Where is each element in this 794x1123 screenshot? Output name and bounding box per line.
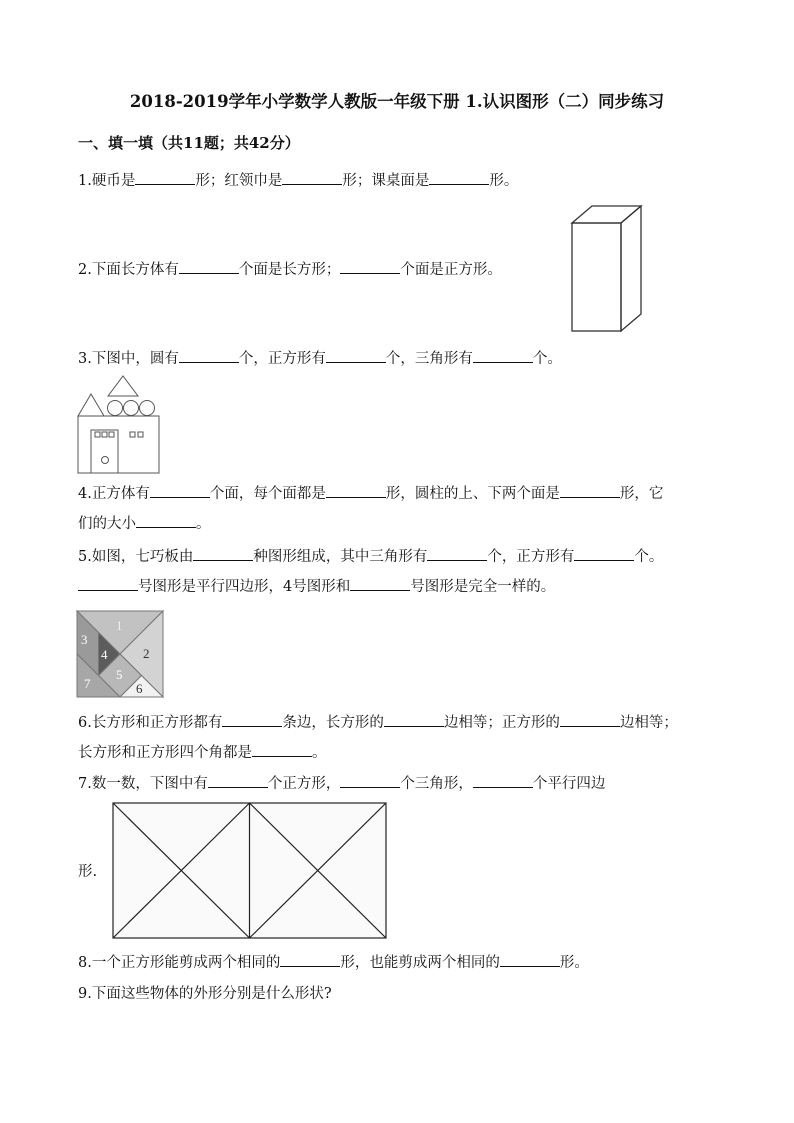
tangram-label: 2 bbox=[143, 646, 150, 661]
answer-blank[interactable] bbox=[560, 712, 620, 727]
tangram-label: 6 bbox=[136, 681, 143, 696]
tangram-label: 3 bbox=[81, 632, 88, 647]
question-text: 个面是长方形； bbox=[238, 262, 341, 278]
question-5-continued bbox=[78, 576, 555, 597]
answer-blank[interactable] bbox=[78, 576, 138, 591]
answer-blank[interactable] bbox=[208, 773, 268, 788]
answer-blank[interactable] bbox=[326, 348, 386, 363]
answer-blank[interactable] bbox=[340, 773, 400, 788]
question-number: 2. bbox=[78, 262, 92, 278]
question-text: 正方体有 bbox=[91, 486, 150, 502]
answer-blank[interactable] bbox=[340, 259, 400, 274]
answer-blank[interactable] bbox=[384, 712, 444, 727]
question-9 bbox=[78, 984, 332, 1004]
question-6 bbox=[78, 712, 678, 733]
tangram-label: 5 bbox=[116, 667, 123, 682]
question-text: 个。 bbox=[634, 549, 664, 565]
question-text: 一个正方形能剪成两个相同的 bbox=[91, 955, 281, 971]
answer-blank[interactable] bbox=[326, 483, 386, 498]
question-text: 下图中，圆有 bbox=[91, 351, 179, 367]
question-text: 硬币是 bbox=[91, 173, 136, 189]
question-text: 个平行四边 bbox=[532, 776, 606, 792]
question-number: 8. bbox=[78, 955, 92, 971]
question-4 bbox=[78, 483, 663, 504]
tangram-label: 1 bbox=[116, 618, 123, 633]
question-text: 条边，长方形的 bbox=[282, 715, 384, 731]
question-text: 形。 bbox=[489, 173, 519, 189]
section-heading: 一、填一填（共11题；共42分） bbox=[78, 134, 300, 152]
question-text: 长方形和正方形四个角都是 bbox=[78, 745, 252, 761]
page-title: 2018-2019学年小学数学人教版一年级下册 1.认识图形（二）同步练习 bbox=[129, 92, 665, 111]
question-text: 个三角形， bbox=[400, 776, 473, 792]
question-4-continued bbox=[78, 513, 211, 534]
answer-blank[interactable] bbox=[252, 742, 312, 757]
question-text: 号图形是完全一样的。 bbox=[410, 579, 556, 595]
question-2 bbox=[78, 259, 502, 280]
answer-blank[interactable] bbox=[429, 170, 489, 185]
question-text: 形；红领巾是 bbox=[195, 173, 283, 189]
question-3 bbox=[78, 348, 562, 369]
question-text: 形，它 bbox=[619, 486, 664, 502]
question-text: 如图，七巧板由 bbox=[91, 549, 194, 565]
answer-blank[interactable] bbox=[222, 712, 282, 727]
question-text: 个面是正方形。 bbox=[400, 262, 502, 278]
answer-blank[interactable] bbox=[574, 546, 634, 561]
question-text: 个，三角形有 bbox=[385, 351, 473, 367]
question-number: 1. bbox=[78, 173, 92, 189]
question-text: 。 bbox=[196, 516, 211, 532]
answer-blank[interactable] bbox=[150, 483, 210, 498]
answer-blank[interactable] bbox=[179, 348, 239, 363]
question-text: 们的大小 bbox=[78, 516, 136, 532]
tangram-label: 4 bbox=[101, 647, 108, 662]
tangram-figure bbox=[76, 610, 164, 698]
answer-blank[interactable] bbox=[282, 170, 342, 185]
question-text: 种图形组成，其中三角形有 bbox=[253, 549, 428, 565]
cuboid-figure bbox=[560, 205, 650, 335]
question-text: 下面长方体有 bbox=[91, 262, 179, 278]
answer-blank[interactable] bbox=[280, 952, 340, 967]
question-7-tail: 形. bbox=[78, 864, 98, 880]
question-5 bbox=[78, 546, 663, 567]
question-text: 数一数，下图中有 bbox=[91, 776, 208, 792]
answer-blank[interactable] bbox=[560, 483, 620, 498]
question-number: 5. bbox=[78, 549, 92, 565]
answer-blank[interactable] bbox=[500, 952, 560, 967]
answer-blank[interactable] bbox=[350, 576, 410, 591]
question-text: 个。 bbox=[532, 351, 562, 367]
answer-blank[interactable] bbox=[193, 546, 253, 561]
rectangles-figure bbox=[112, 802, 388, 940]
question-text: 形，圆柱的上、下两个面是 bbox=[385, 486, 560, 502]
question-text: 下面这些物体的外形分别是什么形状? bbox=[91, 986, 332, 1002]
question-text: 形。 bbox=[559, 955, 589, 971]
question-text: 个，正方形有 bbox=[487, 549, 575, 565]
question-text: 个面，每个面都是 bbox=[209, 486, 326, 502]
question-text: 个正方形， bbox=[267, 776, 341, 792]
answer-blank[interactable] bbox=[136, 513, 196, 528]
question-text: 长方形和正方形都有 bbox=[91, 715, 223, 731]
question-text: 号图形是平行四边形，4号图形和 bbox=[138, 579, 351, 595]
question-number: 4. bbox=[78, 486, 92, 502]
question-text: 边相等； bbox=[619, 715, 678, 731]
question-text: 形，也能剪成两个相同的 bbox=[340, 955, 500, 971]
question-7 bbox=[78, 773, 605, 794]
question-number: 7. bbox=[78, 776, 92, 792]
house-figure bbox=[76, 374, 166, 476]
question-text: 。 bbox=[312, 745, 327, 761]
answer-blank[interactable] bbox=[427, 546, 487, 561]
question-number: 3. bbox=[78, 351, 92, 367]
question-text: 边相等；正方形的 bbox=[443, 715, 560, 731]
question-6-continued bbox=[78, 742, 327, 763]
question-8 bbox=[78, 952, 589, 973]
tangram-label: 7 bbox=[84, 676, 91, 691]
question-text: 个，正方形有 bbox=[238, 351, 326, 367]
question-number: 6. bbox=[78, 715, 92, 731]
answer-blank[interactable] bbox=[135, 170, 195, 185]
question-number: 9. bbox=[78, 986, 92, 1002]
question-text: 形；课桌面是 bbox=[342, 173, 430, 189]
question-1 bbox=[78, 170, 518, 191]
answer-blank[interactable] bbox=[473, 773, 533, 788]
answer-blank[interactable] bbox=[473, 348, 533, 363]
answer-blank[interactable] bbox=[179, 259, 239, 274]
